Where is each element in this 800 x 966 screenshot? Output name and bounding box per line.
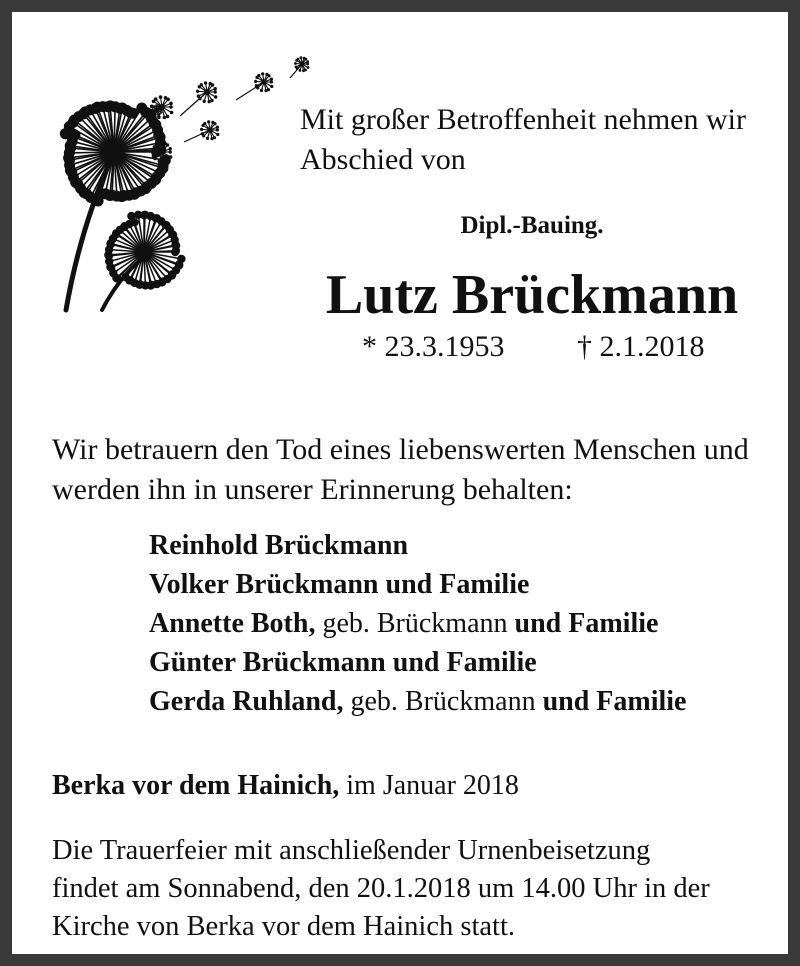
date-text: im Januar 2018 xyxy=(339,770,519,801)
mourners-list xyxy=(149,526,686,721)
service-line-2: findet am Sonnabend, den 20.1.2018 um 14.00 Uhr in der xyxy=(52,873,710,904)
mourning-line-2: werden ihn in unserer Erinnerung behalten: xyxy=(52,473,573,506)
mourning-text xyxy=(52,430,782,510)
intro-text xyxy=(300,100,746,180)
mourning-line-1: Wir betrauern den Tod eines liebenswerten Menschen und xyxy=(52,433,749,466)
place-name: Berka vor dem Hainich, xyxy=(52,770,340,801)
service-line-1: Die Trauerfeier mit anschließender Urnenbeisetzung xyxy=(52,835,651,866)
place-date xyxy=(52,770,519,802)
mourner-item: Reinhold Brückmann xyxy=(149,530,409,561)
intro-line-2: Abschied von xyxy=(300,143,466,176)
funeral-notice xyxy=(52,832,770,946)
death-date: † 2.1.2018 xyxy=(577,330,705,363)
mourner-item: Volker Brückmann und Familie xyxy=(149,569,530,600)
service-line-3: Kirche von Berka vor dem Hainich statt. xyxy=(52,911,515,942)
intro-line-1: Mit großer Betroffenheit nehmen wir xyxy=(300,103,746,136)
mourner-item: Gerda Ruhland, geb. Brückmann und Familie xyxy=(149,686,687,717)
mourner-item: Annette Both, geb. Brückmann und Familie xyxy=(149,608,659,639)
birth-date: * 23.3.1953 xyxy=(362,330,505,363)
mourner-item: Günter Brückmann und Familie xyxy=(149,647,537,678)
deceased-name: Lutz Brückmann xyxy=(325,264,739,326)
academic-title: Dipl.-Bauing. xyxy=(460,212,604,239)
